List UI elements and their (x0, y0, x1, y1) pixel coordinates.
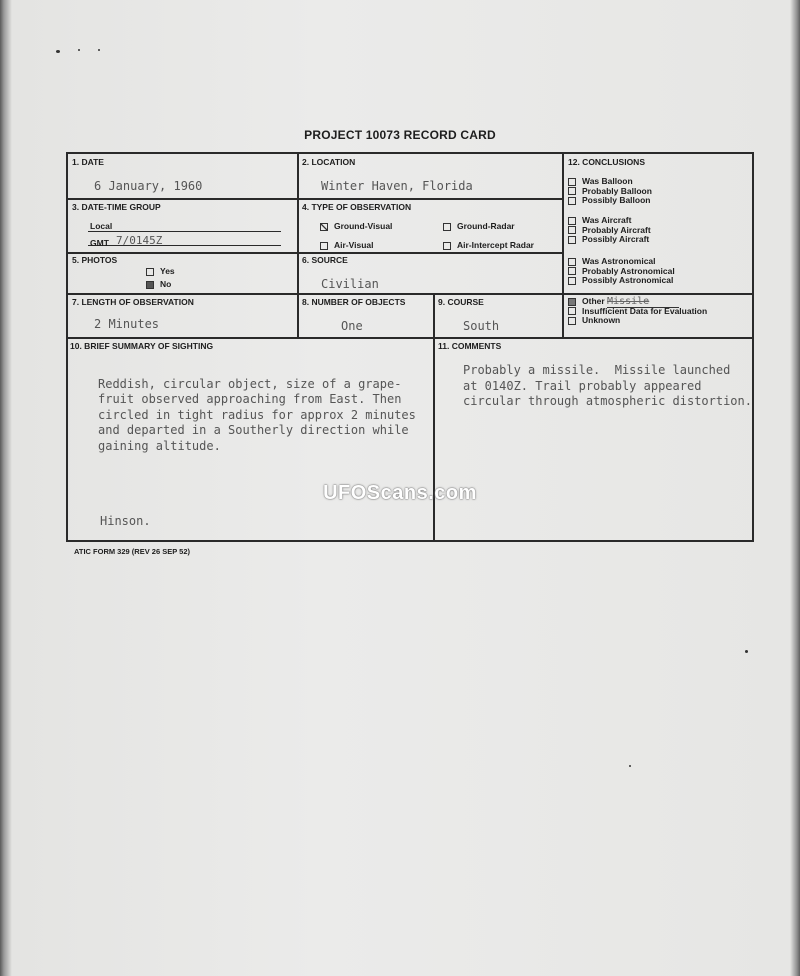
scan-speck (745, 650, 748, 653)
option-air-visual: Air-Visual (320, 240, 374, 250)
date-value: 6 January, 1960 (94, 179, 203, 193)
gmt-value: 7/0145Z (116, 234, 163, 247)
checkbox-icon (568, 226, 576, 234)
scan-speck (56, 50, 60, 53)
checkbox-icon (320, 242, 328, 250)
checkbox-icon (568, 258, 576, 266)
checkbox-icon (568, 236, 576, 244)
comments-text: Probably a missile. Missile launched at 0140Z. Trail probably appeared circular through atmospheric distortion. (463, 363, 752, 408)
source-label: 6. SOURCE (302, 255, 348, 265)
other-value: Missile (607, 296, 679, 308)
conclusion-group-balloon: Was Balloon Probably Balloon Possibly Balloon (568, 177, 652, 206)
checkbox-icon (146, 268, 154, 276)
scan-speck (78, 49, 80, 51)
conclusion-group-aircraft: Was Aircraft Probably Aircraft Possibly Aircraft (568, 216, 651, 245)
checkbox-checked-icon (320, 223, 328, 231)
comments-label: 11. COMMENTS (438, 341, 502, 351)
option-ground-radar: Ground-Radar (443, 221, 515, 231)
checkbox-icon (568, 197, 576, 205)
checkbox-icon (443, 223, 451, 231)
length-value: 2 Minutes (94, 317, 160, 331)
form-id: ATIC FORM 329 (REV 26 SEP 52) (74, 547, 191, 556)
summary-text: Reddish, circular object, size of a grape- fruit observed approaching from East. Then circled in tight radius for approx 2 minutes and departed in a Southerly direction while gaining altitude. (98, 376, 416, 453)
checkbox-icon (568, 178, 576, 186)
scan-speck (98, 49, 100, 51)
checkbox-checked-icon (146, 281, 154, 289)
watermark: UFOScans.com (323, 482, 477, 504)
dtg-label: 3. DATE-TIME GROUP (72, 202, 161, 212)
location-value: Winter Haven, Florida (321, 179, 473, 193)
signature-hinson: Hinson. (100, 514, 151, 528)
length-label: 7. LENGTH OF OBSERVATION (72, 297, 194, 307)
location-label: 2. LOCATION (302, 157, 356, 167)
option-ground-visual: Ground-Visual (320, 221, 392, 231)
date-label: 1. DATE (72, 157, 104, 167)
type-observation-label: 4. TYPE OF OBSERVATION (302, 202, 412, 212)
course-value: South (463, 319, 500, 333)
conclusions-label: 12. CONCLUSIONS (568, 157, 645, 167)
checkbox-icon (568, 307, 576, 315)
scan-speck (629, 765, 631, 767)
photos-yes: Yes (146, 266, 175, 276)
number-objects-value: One (341, 319, 363, 333)
local-label: Local (90, 221, 113, 231)
checkbox-icon (568, 187, 576, 195)
source-value: Civilian (321, 277, 379, 291)
photos-no: No (146, 279, 171, 289)
option-air-intercept-radar: Air-Intercept Radar (443, 240, 534, 250)
photos-label: 5. PHOTOS (72, 255, 118, 265)
number-objects-label: 8. NUMBER OF OBJECTS (302, 297, 406, 307)
checkbox-icon (568, 217, 576, 225)
checkbox-checked-icon (568, 298, 576, 306)
summary-label: 10. BRIEF SUMMARY OF SIGHTING (70, 341, 214, 351)
conclusion-group-other: Other Missile Insufficient Data for Evaluation Unknown (568, 297, 707, 326)
checkbox-icon (568, 317, 576, 325)
conclusion-group-astronomical: Was Astronomical Probably Astronomical Possibly Astronomical (568, 257, 675, 286)
card-title: PROJECT 10073 RECORD CARD (304, 128, 496, 142)
gmt-label: GMT (90, 238, 109, 248)
course-label: 9. COURSE (438, 297, 484, 307)
checkbox-icon (443, 242, 451, 250)
checkbox-icon (568, 277, 576, 285)
checkbox-icon (568, 267, 576, 275)
